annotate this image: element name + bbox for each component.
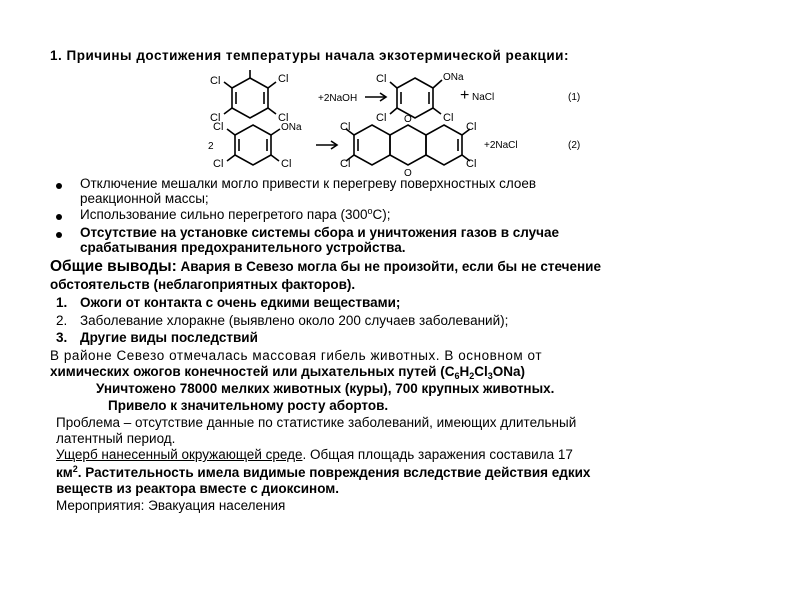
cl-label: Cl bbox=[376, 73, 387, 85]
km-text: км bbox=[56, 465, 73, 480]
benzene-ring-r1-reactant bbox=[232, 78, 268, 118]
list-text: Другие виды последствий bbox=[80, 330, 258, 345]
benzene-ring-r2-reactant bbox=[235, 125, 271, 165]
dioxin-ring-right bbox=[426, 125, 462, 165]
bullet-3-line1: Отсутствие на установке системы сбора и уничтожения газов в случае bbox=[80, 225, 560, 240]
byproduct-label: +2NaCl bbox=[484, 140, 518, 151]
page-title: 1. Причины достижения температуры начала экзотермической реакции: bbox=[50, 48, 569, 63]
measures-line: Мероприятия: Эвакуация населения bbox=[56, 498, 286, 513]
cl-label: Cl bbox=[213, 121, 224, 133]
damage-text: . Общая площадь заражения составила 17 bbox=[302, 447, 573, 462]
bullet-2-text-post: С); bbox=[372, 207, 391, 222]
dioxin-ring-center bbox=[390, 125, 426, 165]
conclusions-line2: обстоятельств (неблагоприятных факторов). bbox=[50, 277, 356, 292]
o-label: O bbox=[404, 168, 412, 179]
list-number: 1. bbox=[56, 295, 68, 310]
benzene-ring-r1-product bbox=[397, 78, 433, 118]
reaction-number: (2) bbox=[568, 140, 581, 151]
list-number: 2. bbox=[56, 313, 68, 328]
coefficient-label: 2 bbox=[208, 141, 214, 152]
conclusions-text: Авария в Севезо могла бы не произойти, если бы не стечение bbox=[176, 259, 601, 274]
subscript: 6 bbox=[454, 371, 460, 381]
bullet-dot bbox=[56, 214, 62, 220]
cl-label: Cl bbox=[466, 121, 477, 133]
numbered-2 bbox=[56, 313, 509, 329]
animals-abortions: Привело к значительному росту абортов. bbox=[108, 398, 389, 413]
reaction-scheme bbox=[0, 0, 800, 179]
damage-underlined: Ущерб нанесенный окружающей среде bbox=[56, 447, 303, 462]
dioxin-ring-left bbox=[354, 125, 390, 165]
list-text: Ожоги от контакта с очень едкими веществами; bbox=[80, 295, 401, 310]
cl-label: Cl bbox=[281, 158, 292, 170]
bullet-1-line1 bbox=[80, 176, 756, 192]
formula-cl: Cl bbox=[474, 364, 488, 379]
list-text: Заболевание хлоракне (выявлено около 200 случаев заболеваний); bbox=[80, 313, 509, 328]
cl-label: Cl bbox=[278, 73, 289, 85]
km-sup: 2 bbox=[72, 464, 78, 474]
bullet-1-line2: реакционной массы; bbox=[80, 191, 209, 206]
bullet-2-text-pre: Использование сильно перегретого пара (300 bbox=[80, 207, 368, 222]
cl-label: Cl bbox=[213, 158, 224, 170]
problem-line1: Проблема – отсутствие данные по статистике заболеваний, имеющих длительный bbox=[56, 415, 577, 430]
bullet-dot bbox=[56, 183, 62, 189]
list-number: 3. bbox=[56, 330, 68, 345]
plus-label: + bbox=[460, 87, 470, 104]
bullet-3-line2: срабатывания предохранительного устройства. bbox=[80, 240, 406, 255]
o-label: O bbox=[404, 114, 412, 125]
cl-label: Cl bbox=[376, 112, 387, 124]
subscript: 3 bbox=[487, 371, 493, 381]
bullet-dot bbox=[56, 232, 62, 238]
conclusions-heading: Общие выводы: bbox=[50, 258, 177, 275]
problem-line2: латентный период. bbox=[56, 431, 176, 446]
degree-sup: о bbox=[367, 206, 373, 216]
subscript: 2 bbox=[469, 371, 475, 381]
cl-label: Cl bbox=[443, 112, 454, 124]
conclusions-line1 bbox=[50, 259, 601, 275]
animals-text: химических ожогов конечностей или дыхательных путей (С bbox=[50, 364, 455, 379]
reaction-number: (1) bbox=[568, 92, 581, 103]
animals-line2 bbox=[50, 364, 525, 381]
formula-h: Н bbox=[459, 364, 470, 379]
animals-line1: В районе Севезо отмечалась массовая гибель животных. В основном от bbox=[50, 348, 543, 363]
cl-label: Cl bbox=[340, 158, 351, 170]
bullet-1-text: Отключение мешалки могло привести к перегреву поверхностных слоев bbox=[80, 176, 537, 191]
cl-label: Cl bbox=[210, 75, 221, 87]
cl-label: Cl bbox=[466, 158, 477, 170]
damage-line3: веществ из реактора вместе с диоксином. bbox=[56, 481, 340, 496]
animals-destroyed: Уничтожено 78000 мелких животных (куры), 700 крупных животных. bbox=[96, 381, 555, 396]
ona-label: ONa bbox=[281, 122, 302, 133]
cl-label: Cl bbox=[340, 121, 351, 133]
damage-line2 bbox=[56, 465, 590, 482]
cl-label: Cl bbox=[278, 112, 289, 124]
cl-label: Cl bbox=[210, 112, 221, 124]
byproduct-label: NaCl bbox=[472, 92, 495, 103]
bullet-2-text bbox=[80, 207, 391, 224]
numbered-3 bbox=[56, 330, 258, 346]
numbered-1 bbox=[56, 295, 401, 311]
ona-label: ONa bbox=[443, 72, 464, 83]
damage-line1 bbox=[56, 447, 573, 463]
damage-text: . Растительность имела видимые повреждения вследствие действия едких bbox=[77, 465, 591, 480]
formula-ona: ONa) bbox=[492, 364, 526, 379]
reagent-label: +2NaOH bbox=[318, 93, 358, 104]
